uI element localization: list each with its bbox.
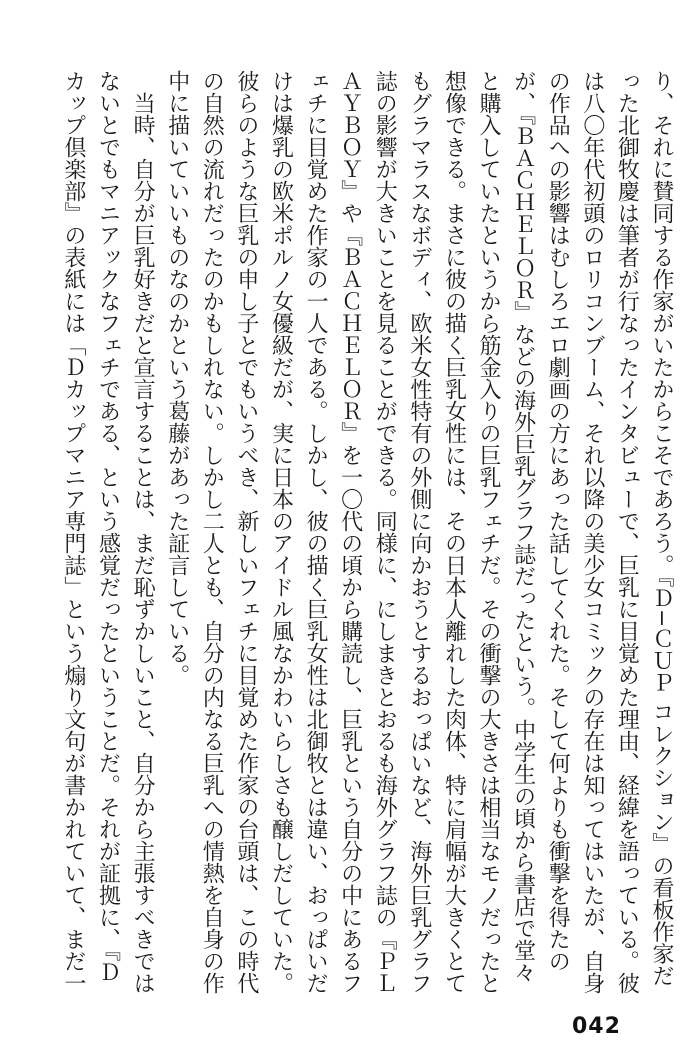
text-line: ないとでもマニアックなフェチである、という感覚だったということだ。それが証拠に、『Ｄ xyxy=(95,70,121,983)
text-line: の自然の流れだったのかもしれない。しかし二人とも、自分の内なる巨乳への情熱を自身の作 xyxy=(199,70,225,994)
text-line: 中に描いていいものなのかという葛藤があった証言している。 xyxy=(164,70,190,686)
text-line: ＡＹＢＯＹ』や『ＢＡＣＨＥＬＯＲ』を一〇代の頃から購読し、巨乳という自分の中にあるフ xyxy=(337,70,363,994)
text-line: が、『ＢＡＣＨＥＬＯＲ』などの海外巨乳グラフ誌だったという。中学生の頃から書店で堂々 xyxy=(510,70,536,983)
text-line: もグラマラスなボディ、欧米女性特有の外側に向かおうとするおっぱいなど、海外巨乳グラフ xyxy=(406,70,432,994)
text-line: 想像できる。まさに彼の描く巨乳女性には、その日本人離れした肉体、特に肩幅が大きくとて xyxy=(441,70,467,994)
text-line: けは爆乳の欧米ポルノ女優級だが、実に日本のアイドル風なかわいらしさも醸しだしていた。 xyxy=(268,70,294,994)
page-number: 042 xyxy=(572,1014,621,1039)
text-line: 当時、自分が巨乳好きだと宣言することは、まだ恥ずかしいこと、自分から主張すべきでは xyxy=(130,70,156,994)
text-line: った北御牧慶は筆者が行なったインタビューで、巨乳に目覚めた理由、経緯を語っている。彼 xyxy=(614,70,640,994)
text-line: カップ倶楽部』の表紙には「Ｄカップマニア専門誌」という煽り文句が書かれていて、まだ一 xyxy=(60,70,86,994)
text-line: は八〇年代初頭のロリコンブーム、それ以降の美少女コミックの存在は知ってはいたが、自身 xyxy=(579,70,605,994)
text-line: の作品への影響はむしろエロ劇画の方にあった話してくれた。そして何よりも衝撃を得たの xyxy=(545,70,571,972)
text-line: ェチに目覚めた作家の一人である。しかし、彼の描く巨乳女性は北御牧とは違い、おっぱいだ xyxy=(303,70,329,994)
text-line: り、それに賛同する作家がいたからこそであろう。『Ｄ−ＣＵＰ コレクション』の看板作家だ xyxy=(649,70,674,987)
body-text xyxy=(55,70,678,1005)
text-line: 誌の影響が大きいことを見ることができる。同様に、にしまきとおるも海外グラフ誌の『ＰＬ xyxy=(372,70,398,994)
text-line: と購入していたというから筋金入りの巨乳フェチだ。その衝撃の大きさは相当なモノだったと xyxy=(476,70,502,994)
text-line: 彼らのような巨乳の申し子とでもいうべき、新しいフェチに目覚めた作家の台頭は、この時代 xyxy=(233,70,259,994)
